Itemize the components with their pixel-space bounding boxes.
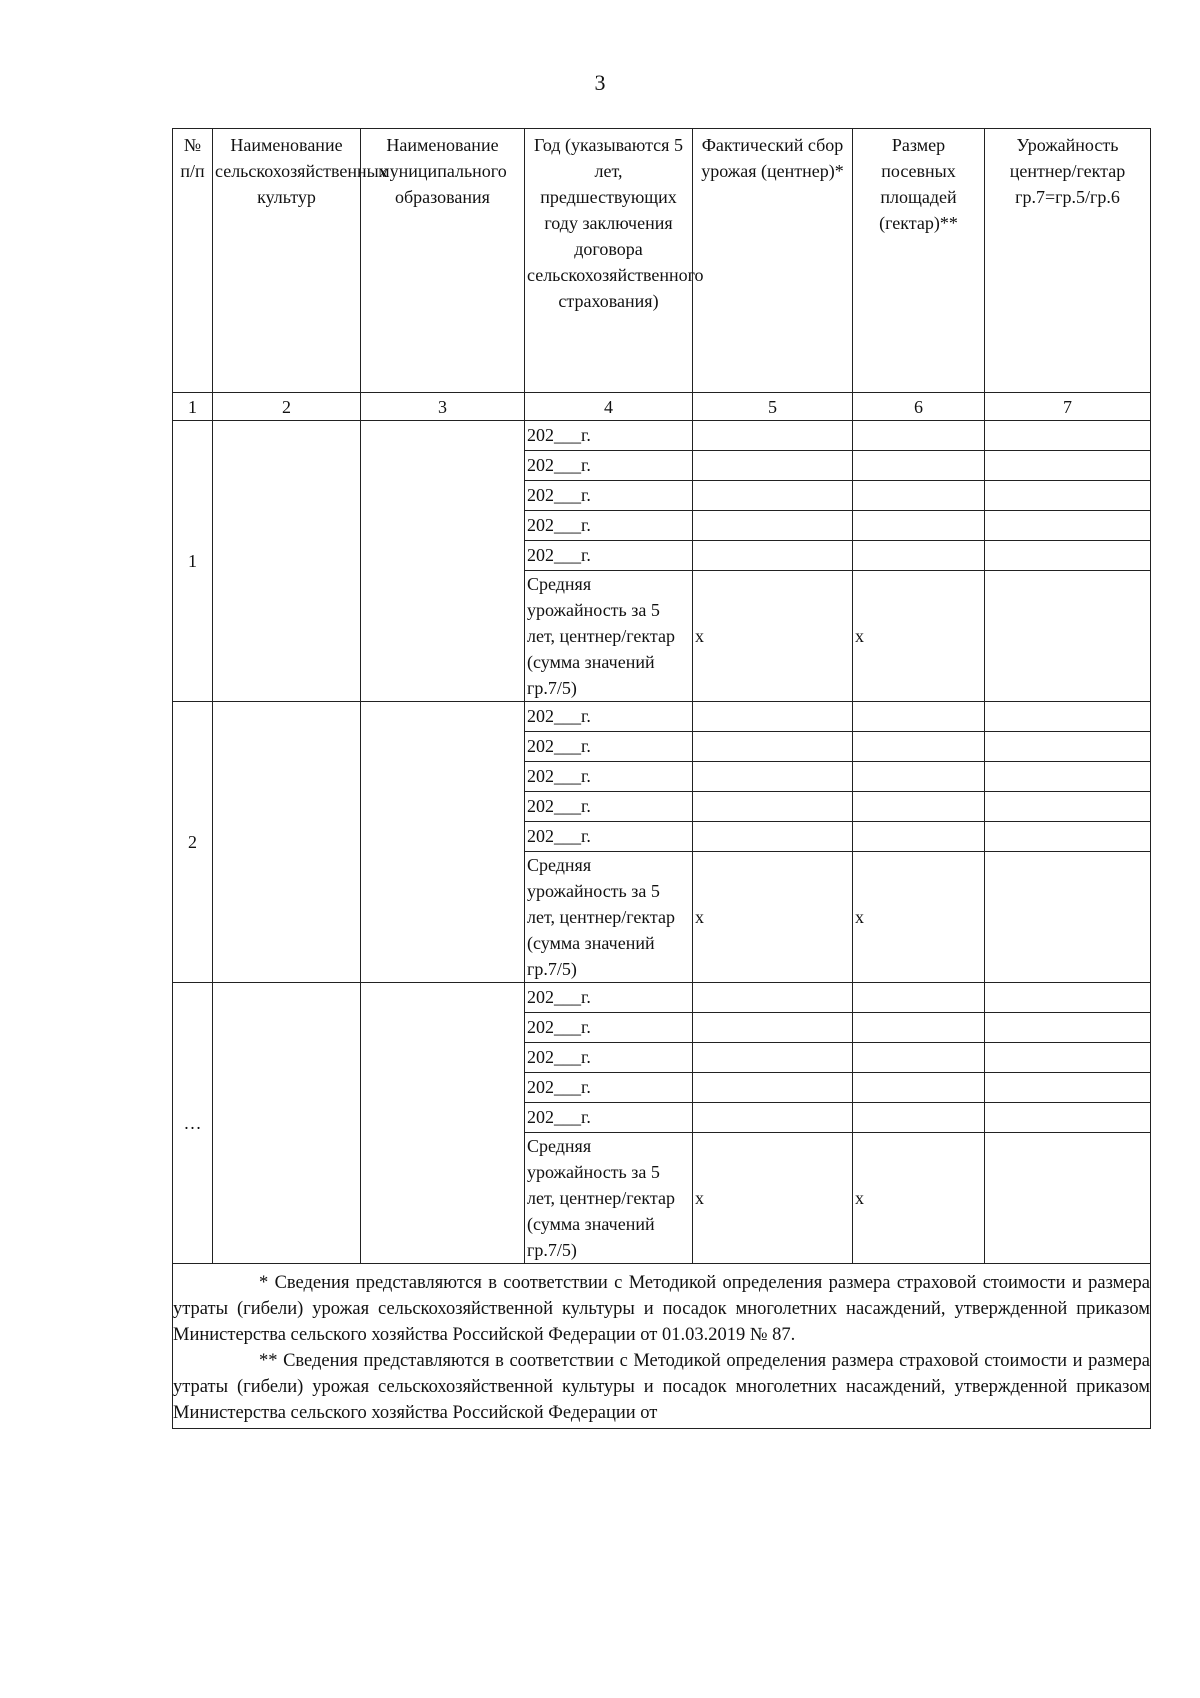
- area-cell[interactable]: [853, 451, 985, 481]
- average-yield-cell[interactable]: [985, 852, 1151, 983]
- header-row: [173, 129, 1151, 393]
- harvest-cell[interactable]: [693, 1073, 853, 1103]
- area-cell[interactable]: [853, 511, 985, 541]
- header-year: Год (указываются 5 лет, предшествующих году заключения договора сельскохозяйственного страхования): [525, 129, 693, 393]
- page-number: 3: [594, 70, 606, 95]
- municipality-cell[interactable]: [361, 702, 525, 983]
- group-number: 2: [173, 702, 213, 983]
- area-cell[interactable]: [853, 1013, 985, 1043]
- year-cell: 202___г.: [525, 1103, 693, 1133]
- municipality-cell[interactable]: [361, 983, 525, 1264]
- column-number-row: [173, 393, 1151, 421]
- yield-cell[interactable]: [985, 983, 1151, 1013]
- year-cell: 202___г.: [525, 481, 693, 511]
- harvest-cell[interactable]: [693, 511, 853, 541]
- average-yield-cell[interactable]: [985, 571, 1151, 702]
- year-cell: 202___г.: [525, 421, 693, 451]
- harvest-cell[interactable]: [693, 702, 853, 732]
- yield-cell[interactable]: [985, 762, 1151, 792]
- harvest-cell[interactable]: [693, 762, 853, 792]
- yield-cell[interactable]: [985, 792, 1151, 822]
- year-cell: 202___г.: [525, 541, 693, 571]
- crop-name-cell[interactable]: [213, 702, 361, 983]
- yield-cell[interactable]: [985, 822, 1151, 852]
- header-actual-harvest: Фактический сбор урожая (центнер)*: [693, 129, 853, 393]
- yield-cell[interactable]: [985, 1073, 1151, 1103]
- average-yield-cell[interactable]: [985, 1133, 1151, 1264]
- footnote-2: ** Сведения представляются в соответствии с Методикой определения размера страховой стоимости и размера утраты (гибели) урожая сельскохозяйственной культуры и посадок многолетних насаждений, утвержденной приказом Министерства сельского хозяйства Российской Федерации от: [173, 1351, 1150, 1423]
- harvest-cell[interactable]: [693, 732, 853, 762]
- year-cell: 202___г.: [525, 792, 693, 822]
- harvest-cell[interactable]: [693, 451, 853, 481]
- yield-cell[interactable]: [985, 1043, 1151, 1073]
- year-cell: 202___г.: [525, 451, 693, 481]
- column-number: 7: [985, 393, 1151, 421]
- crop-name-cell[interactable]: [213, 421, 361, 702]
- harvest-cell[interactable]: [693, 541, 853, 571]
- area-cell[interactable]: [853, 481, 985, 511]
- yield-cell[interactable]: [985, 511, 1151, 541]
- year-cell: 202___г.: [525, 1043, 693, 1073]
- footnotes-cell: [173, 1264, 1151, 1429]
- area-cell[interactable]: [853, 1043, 985, 1073]
- yield-cell[interactable]: [985, 1103, 1151, 1133]
- year-row: [173, 421, 1151, 451]
- x-mark-col5: x: [693, 1133, 853, 1264]
- area-cell[interactable]: [853, 983, 985, 1013]
- header-municipality-name: Наименование муниципального образования: [361, 129, 525, 393]
- area-cell[interactable]: [853, 822, 985, 852]
- year-row: [173, 983, 1151, 1013]
- year-cell: 202___г.: [525, 511, 693, 541]
- column-number: 3: [361, 393, 525, 421]
- year-cell: 202___г.: [525, 983, 693, 1013]
- yield-cell[interactable]: [985, 702, 1151, 732]
- crop-name-cell[interactable]: [213, 983, 361, 1264]
- municipality-cell[interactable]: [361, 421, 525, 702]
- year-cell: 202___г.: [525, 732, 693, 762]
- harvest-cell[interactable]: [693, 481, 853, 511]
- x-mark-col5: x: [693, 852, 853, 983]
- yield-cell[interactable]: [985, 541, 1151, 571]
- year-row: [173, 702, 1151, 732]
- yield-cell[interactable]: [985, 732, 1151, 762]
- crop-yield-table: [172, 128, 1151, 1429]
- year-cell: 202___г.: [525, 1013, 693, 1043]
- column-number: 2: [213, 393, 361, 421]
- harvest-cell[interactable]: [693, 1043, 853, 1073]
- footnote-1: * Сведения представляются в соответствии с Методикой определения размера страховой стоимости и размера утраты (гибели) урожая сельскохозяйственной культуры и посадок многолетних насаждений, утвержденной приказом Министерства сельского хозяйства Российской Федерации от 01.03.2019 № 87.: [173, 1273, 1150, 1345]
- area-cell[interactable]: [853, 421, 985, 451]
- yield-cell[interactable]: [985, 451, 1151, 481]
- area-cell[interactable]: [853, 702, 985, 732]
- header-sown-area: Размер посевных площадей (гектар)**: [853, 129, 985, 393]
- harvest-cell[interactable]: [693, 822, 853, 852]
- year-cell: 202___г.: [525, 822, 693, 852]
- column-number: 6: [853, 393, 985, 421]
- harvest-cell[interactable]: [693, 983, 853, 1013]
- footnotes-row: [173, 1264, 1151, 1429]
- average-yield-label: Средняя урожайность за 5 лет, центнер/гектар (сумма значений гр.7/5): [525, 571, 693, 702]
- area-cell[interactable]: [853, 732, 985, 762]
- harvest-cell[interactable]: [693, 1103, 853, 1133]
- year-cell: 202___г.: [525, 702, 693, 732]
- year-cell: 202___г.: [525, 1073, 693, 1103]
- harvest-cell[interactable]: [693, 421, 853, 451]
- header-crop-name: Наименование сельскохозяйственных культур: [213, 129, 361, 393]
- average-yield-label: Средняя урожайность за 5 лет, центнер/гектар (сумма значений гр.7/5): [525, 1133, 693, 1264]
- area-cell[interactable]: [853, 541, 985, 571]
- harvest-cell[interactable]: [693, 1013, 853, 1043]
- yield-cell[interactable]: [985, 1013, 1151, 1043]
- x-mark-col6: x: [853, 852, 985, 983]
- year-cell: 202___г.: [525, 762, 693, 792]
- group-number: …: [173, 983, 213, 1264]
- header-row-number: № п/п: [173, 129, 213, 393]
- column-number: 4: [525, 393, 693, 421]
- average-yield-label: Средняя урожайность за 5 лет, центнер/гектар (сумма значений гр.7/5): [525, 852, 693, 983]
- area-cell[interactable]: [853, 1103, 985, 1133]
- column-number: 1: [173, 393, 213, 421]
- yield-cell[interactable]: [985, 481, 1151, 511]
- harvest-cell[interactable]: [693, 792, 853, 822]
- area-cell[interactable]: [853, 792, 985, 822]
- area-cell[interactable]: [853, 762, 985, 792]
- yield-cell[interactable]: [985, 421, 1151, 451]
- area-cell[interactable]: [853, 1073, 985, 1103]
- column-number: 5: [693, 393, 853, 421]
- header-yield: Урожайность центнер/гектар гр.7=гр.5/гр.6: [985, 129, 1151, 393]
- group-number: 1: [173, 421, 213, 702]
- x-mark-col5: x: [693, 571, 853, 702]
- x-mark-col6: x: [853, 571, 985, 702]
- x-mark-col6: x: [853, 1133, 985, 1264]
